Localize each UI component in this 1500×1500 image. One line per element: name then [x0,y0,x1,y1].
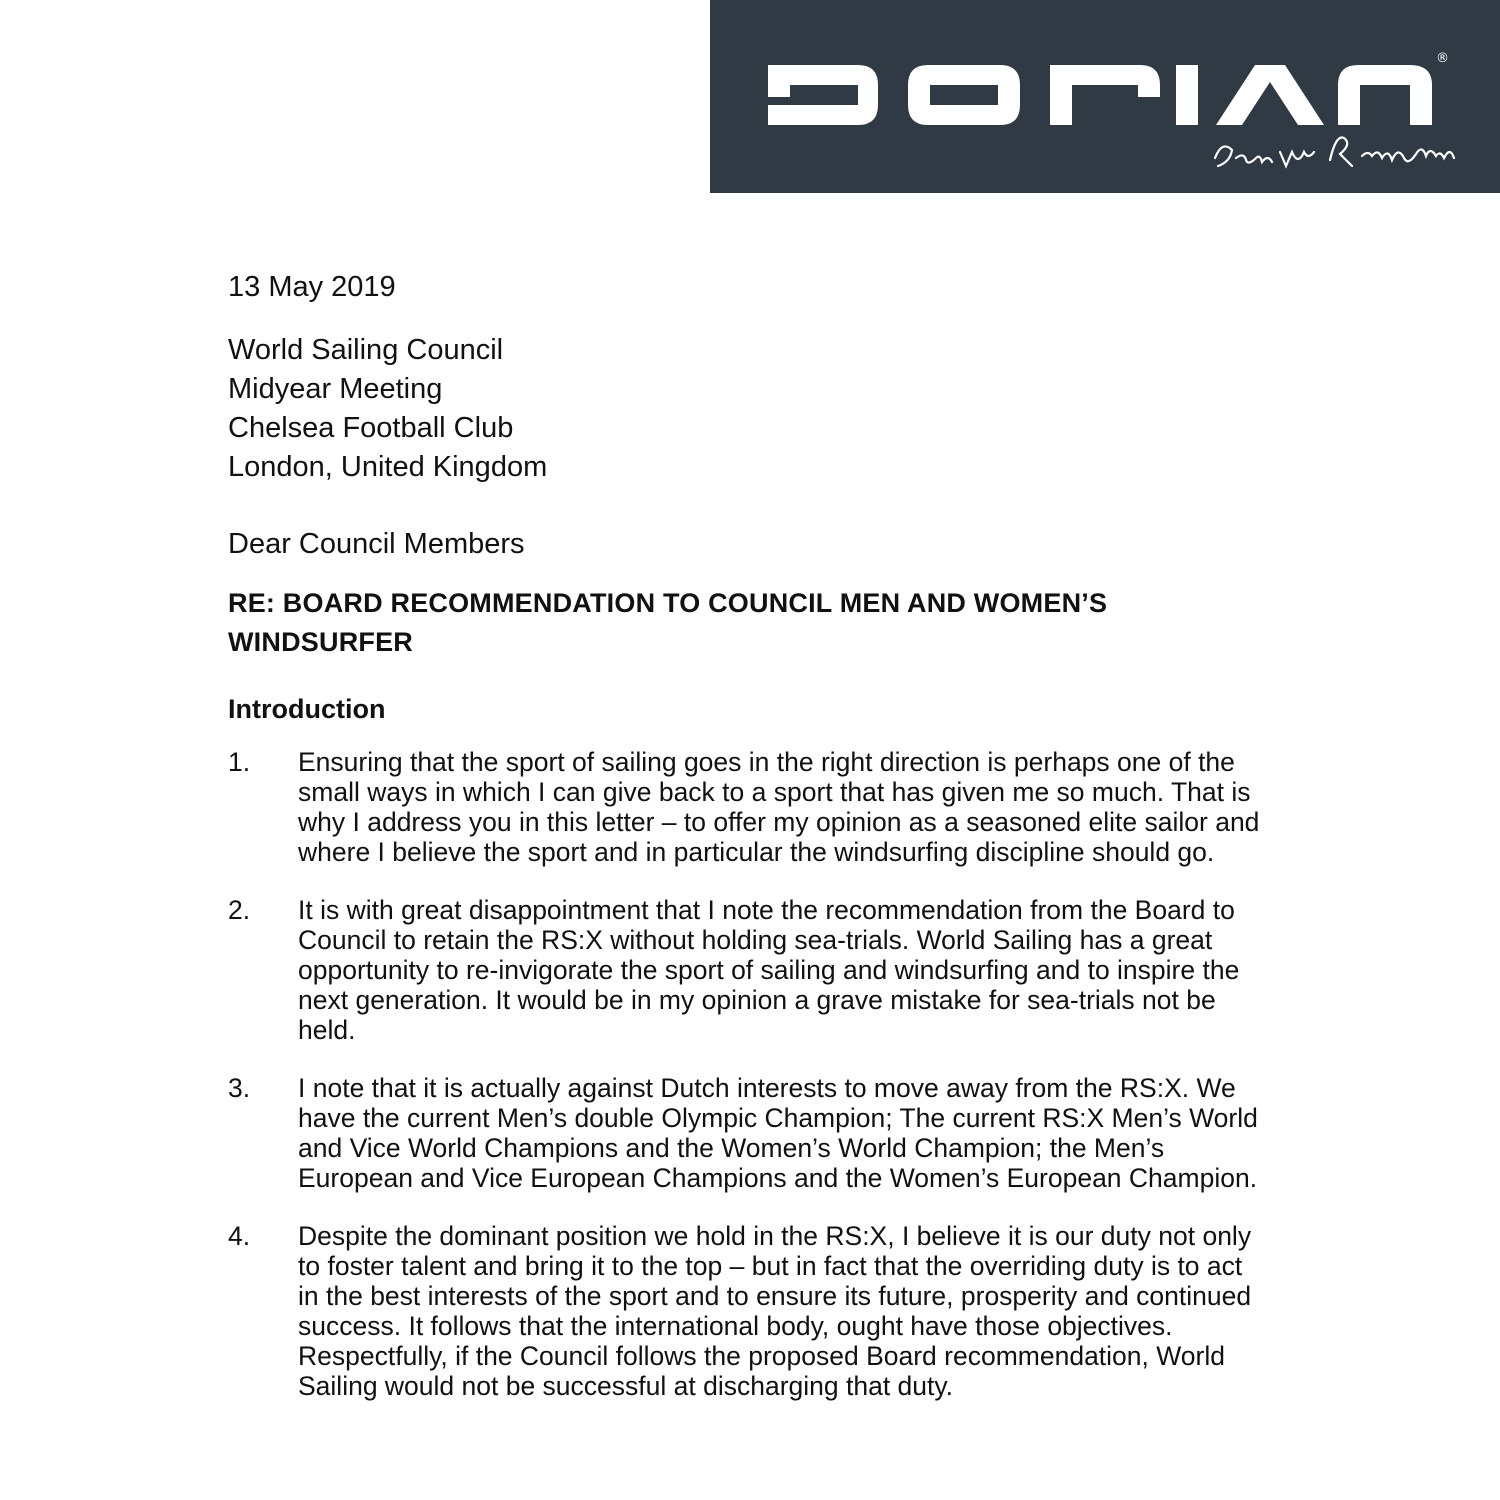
recipient-address [228,331,1288,487]
numbered-paragraph [228,895,1288,1045]
section-title: Introduction [228,694,386,724]
dorian-wordmark [768,65,1432,125]
subject-line-1: RE: BOARD RECOMMENDATION TO COUNCIL MEN AND WOMEN’S [228,588,1108,618]
paragraph-text: I note that it is actually against Dutch interests to move away from the RS:X. We have the current Men’s double Olympic Champion; The current RS:X Men’s World and Vice World Champions and the Women’s World Champion; the Men’s European and Vice European Champions and the Women’s European Champion. [298,1073,1258,1193]
dorian-logo [710,0,1500,193]
paragraph-number: 1. [228,747,251,777]
paragraph-text: Ensuring that the sport of sailing goes in the right direction is perhaps one of the small ways in which I can give back to a sport that has given me so much. That is why I address you in this letter – to offer my opinion as a seasoned elite sailor and where I believe the sport and in particular the windsurfing discipline should go. [298,747,1260,867]
signature-graphic [1215,137,1454,166]
subject-line-2: WINDSURFER [228,627,413,657]
numbered-paragraph [228,1221,1288,1401]
registered-mark: ® [1436,51,1449,66]
logo-banner [710,0,1500,193]
salutation: Dear Council Members [228,528,525,560]
paragraph-text: Despite the dominant position we hold in the RS:X, I believe it is our duty not only to foster talent and bring it to the top – but in fact that the overriding duty is to act in the best interests of the sport and to ensure its future, prosperity and continued success. It follows that the international body, ought have those objectives. Respectfully, if the Council follows the proposed Board recommendation, World Sailing would not be successful at discharging that duty. [298,1221,1252,1401]
paragraph-text: It is with great disappointment that I note the recommendation from the Board to Council to retain the RS:X without holding sea-trials. World Sailing has a great opportunity to re-invigorate the sport of sailing and windsurfing and to inspire the next generation. It would be in my opinion a grave mistake for sea-trials not be held. [298,895,1240,1045]
paragraph-number: 4. [228,1221,251,1251]
numbered-paragraph [228,747,1288,867]
subject-heading [228,584,1288,662]
paragraph-number: 2. [228,895,251,925]
numbered-paragraph [228,1073,1288,1193]
address-line: London, United Kingdom [228,451,548,483]
letter-body [228,268,1288,1429]
letter-date: 13 May 2019 [228,271,396,303]
address-line: Chelsea Football Club [228,412,514,444]
paragraph-number: 3. [228,1073,251,1103]
address-line: Midyear Meeting [228,373,443,405]
address-line: World Sailing Council [228,334,504,366]
